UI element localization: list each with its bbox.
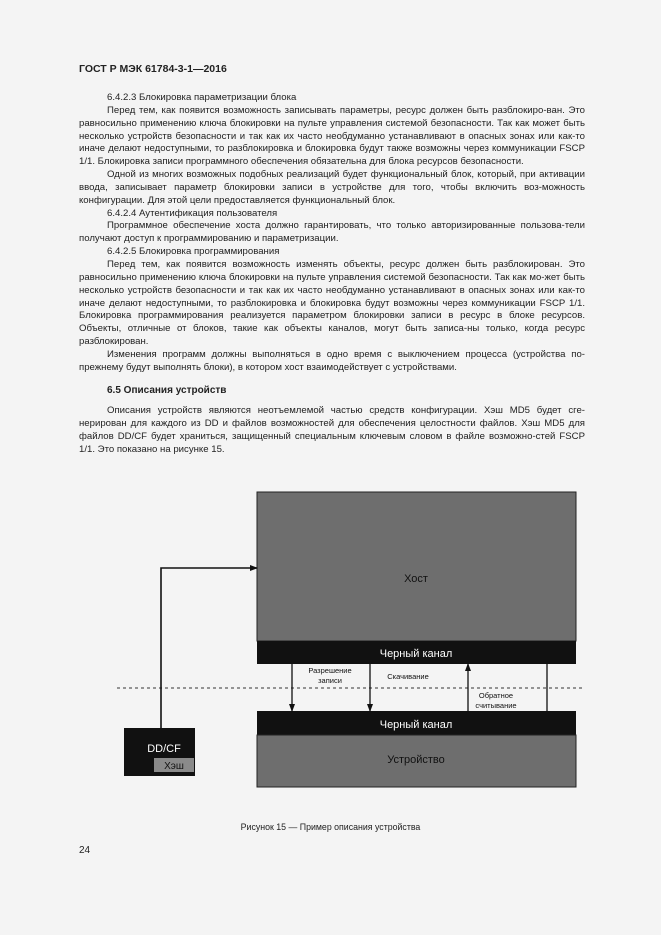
page-number: 24 <box>79 845 91 856</box>
paragraph: Изменения программ должны выполняться в одно время с выключением процесса (устройства по-прежнему будут выполнять блоки), в котором хост взаимодействует с устройствами. <box>79 348 585 373</box>
ddcf-label: DD/CF <box>147 743 181 755</box>
paragraph: Программное обеспечение хоста должно гарантировать, что только авторизированные пользова-тели получают доступ к программированию и параметризации. <box>79 220 585 245</box>
write-permission-label-1: Разрешение <box>308 666 352 675</box>
paragraph: Перед тем, как появится возможность записывать параметры, ресурс должен быть разблокиро-ван. Это равносильно применению ключа блокировки на пульте управления системой безопасности. Так как может быть несколько устройств безопасности и так как их часто необдуманно устанавливают в опасных зонах или как-то иначе делают недоступными, то разблокировка и блокировка будут также возможны через коммуникации FSCP 1/1. Блокировка записи программного обеспечения обязательна для блока ресурсов безопасности. <box>79 104 585 168</box>
ddcf-to-host-arrow <box>161 568 257 728</box>
figure-caption: Рисунок 15 — Пример описания устройства <box>240 822 421 832</box>
document-header: ГОСТ Р МЭК 61784-3-1—2016 <box>79 63 227 75</box>
host-box <box>257 492 576 641</box>
black-channel-bottom-label: Черный канал <box>379 719 453 731</box>
hash-label: Хэш <box>164 761 184 772</box>
subsection-heading: 6.4.2.5 Блокировка программирования <box>107 246 280 258</box>
section-heading: 6.5 Описания устройств <box>107 384 227 396</box>
subsection-heading: 6.4.2.3 Блокировка параметризации блока <box>107 92 297 103</box>
paragraph: Описания устройств являются неотъемлемой частью средств конфигурации. Хэш MD5 будет сге-нерирован для каждого из DD и файлов возможностей для обеспечения целостности файлов. Хэш MD5 для файлов DD/CF будет храниться, защищенный специальным ключевым словом в файле возможно-стей FSCP 1/1. Это показано на рисунке 15. <box>79 405 585 455</box>
subsection-heading: 6.4.2.4 Аутентификация пользователя <box>107 207 278 219</box>
download-label: Скачивание <box>387 672 429 681</box>
paragraph: Перед тем, как появится возможность изменять объекты, ресурс должен быть разблокирован. Это равносильно применению ключа блокировки на пульте управления системой безопасности. Так как мо-жет быть несколько устройств безопасности и так как их часто необдуманно устанавливают в опасных зонах или как-то иначе делают недоступными, то разблокировка и блокировка будут возможны через коммуникации FSCP 1/1. Блокировка программирования реализуется параметром блокировки записи в ресурс в блоке ресурсов. Объекты, отличные от блоков, такие как объекты каналов, могут быть записа-ны только, когда ресурс разблокирован. <box>79 258 585 348</box>
readback-label-2: считывание <box>475 701 517 710</box>
device-label: Устройство <box>387 754 445 766</box>
paragraph: Одной из многих возможных подобных реализаций будет функциональный блок, который, при активации ввода, записывает параметр блокировки записи в устройстве для того, чтобы включить воз-можность конфигурации. Для этой цели предоставляется функциональный блок. <box>79 169 585 206</box>
black-channel-top-label: Черный канал <box>379 648 453 660</box>
readback-label-1: Обратное <box>478 691 514 700</box>
write-permission-label-2: записи <box>318 676 342 685</box>
host-label: Хост <box>404 573 428 585</box>
